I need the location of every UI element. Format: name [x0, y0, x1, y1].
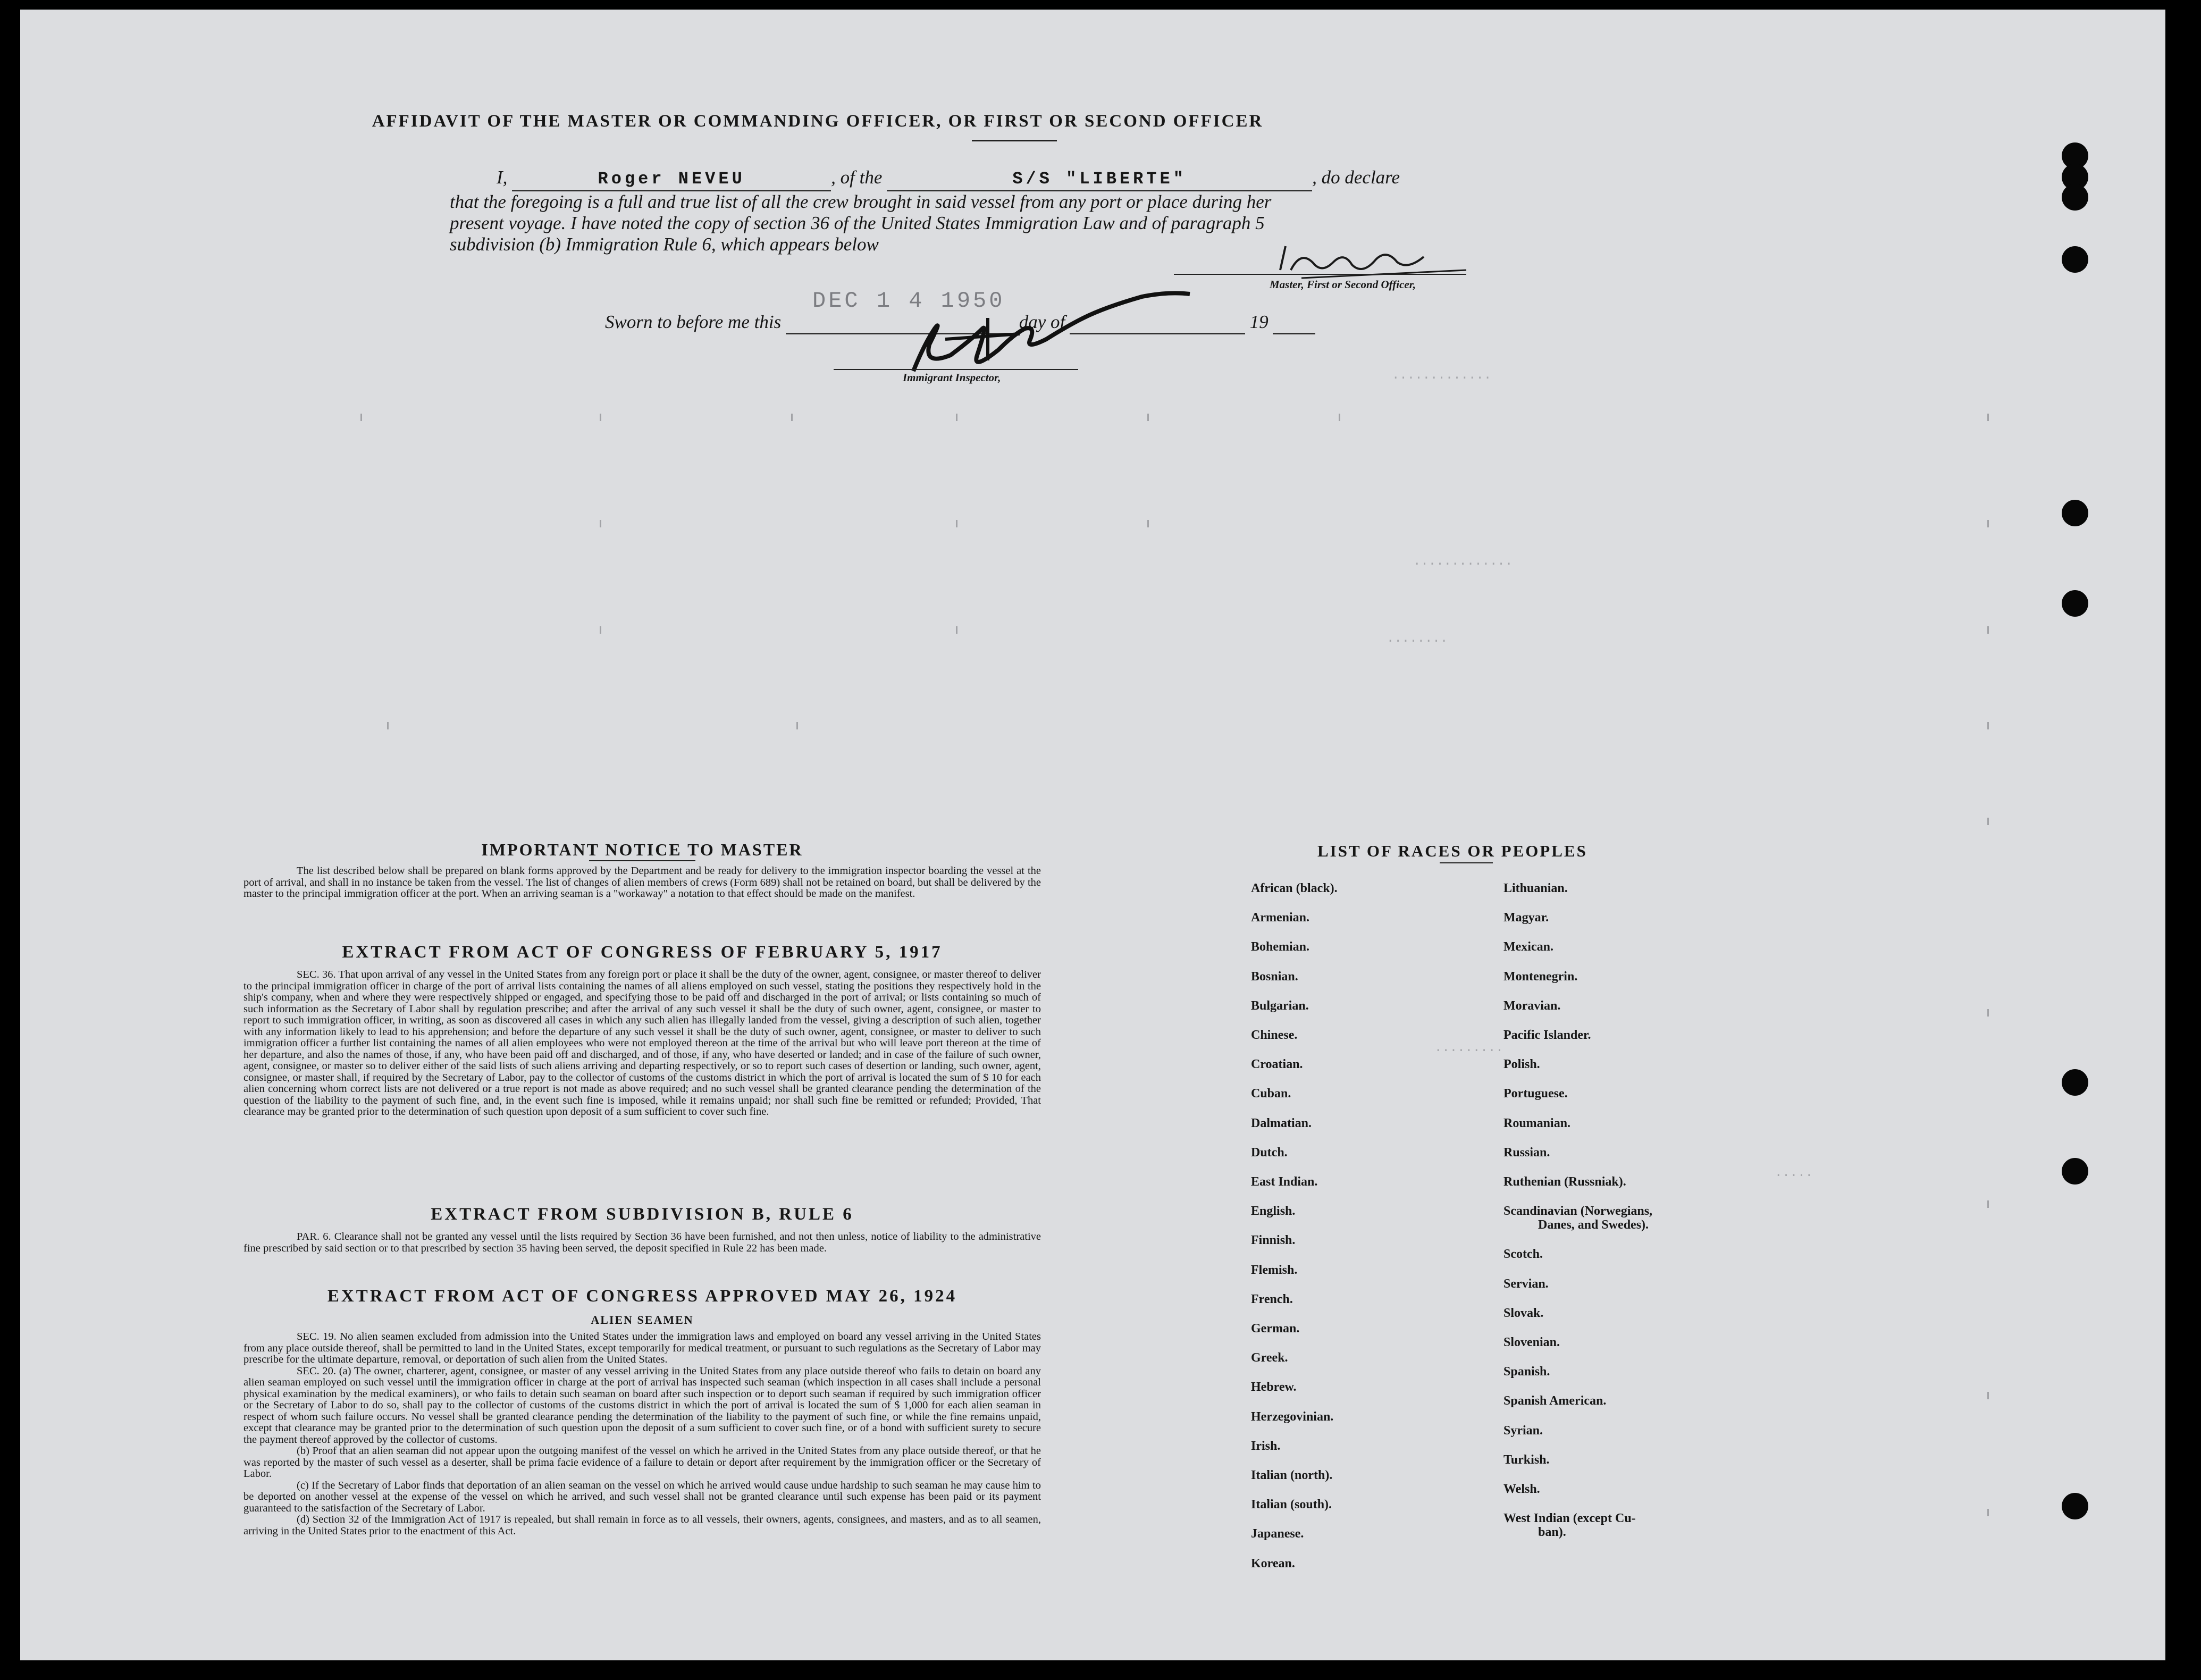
sec-20a: SEC. 20. (a) The owner, charterer, agent, consignee, or master of any vessel arriving in the United States from any place outside thereof who fails to detain on board any alien seaman employed on such vessel until the immigration officer in charge at the port of arrival has inspected such seaman (which inspection in all cases shall include a personal physical examination by the medical examiners), or who fails to detain such seaman on board after such inspection or to deport such seaman if required by such immigration officer or the Secretary of Labor to do so, shall pay to the collector of customs of the customs district in which the port of arrival is located the sum of $ 1,000 for each alien seaman in respect of whom such failure occurs. No vessel shall be granted clearance pending the determination of the liability to the payment of such fine, or while the fine remains unpaid, except that clearance may be granted prior to the determination of such question upon the deposit of a sum sufficient to cover such fine, or of a bond with sufficient surety to secure the payment thereof approved by the collector of customs. [243, 1365, 1041, 1446]
race-item: Armenian. [1251, 911, 1309, 925]
race-item: Syrian. [1503, 1424, 1543, 1438]
race-item: Herzegovinian. [1251, 1410, 1334, 1424]
affidavit-line-4: subdivision (b) Immigration Rule 6, which appears below [450, 234, 879, 255]
race-item: Chinese. [1251, 1028, 1298, 1042]
race-item: Japanese. [1251, 1527, 1304, 1541]
master-signature-line [1174, 274, 1466, 275]
race-item: Cuban. [1251, 1087, 1291, 1101]
notice-title: IMPORTANT NOTICE TO MASTER [481, 840, 803, 859]
punch-hole [2062, 1158, 2088, 1185]
punch-hole [2062, 1069, 2088, 1096]
race-item: Roumanian. [1503, 1116, 1571, 1130]
race-item: Flemish. [1251, 1263, 1298, 1277]
alien-seamen-subtitle: ALIEN SEAMEN [591, 1313, 694, 1326]
rule-6-title: EXTRACT FROM SUBDIVISION B, RULE 6 [431, 1205, 854, 1224]
sworn-line: Sworn to before me this day of 19 [605, 312, 1315, 334]
extract-1924-body [243, 1331, 1041, 1537]
race-item: Spanish American. [1503, 1394, 1607, 1408]
affidavit-title: AFFIDAVIT OF THE MASTER OR COMMANDING OFFICER, OR FIRST OR SECOND OFFICER [372, 112, 1264, 131]
race-item: Croatian. [1251, 1057, 1303, 1071]
race-item: Magyar. [1503, 911, 1549, 925]
race-item: Dalmatian. [1251, 1116, 1312, 1130]
race-item: Polish. [1503, 1057, 1540, 1071]
punch-hole [2062, 184, 2088, 211]
race-item: French. [1251, 1292, 1293, 1306]
inspector-signature-line [834, 369, 1078, 370]
race-item: Ruthenian (Russniak). [1503, 1175, 1626, 1189]
race-item: German. [1251, 1322, 1300, 1335]
race-item: Hebrew. [1251, 1380, 1297, 1394]
race-item: Lithuanian. [1503, 881, 1568, 895]
rule-6-body: PAR. 6. Clearance shall not be granted any vessel until the lists required by Section 36 have been furnished, and not then unless, notice of liability to the administrative fine prescribed by said section or to that prescribed by section 35 having been served, the deposit specified in Rule 22 has been made. [243, 1231, 1041, 1254]
race-item: Scotch. [1503, 1247, 1543, 1261]
race-item: Mexican. [1503, 940, 1553, 954]
race-item: Italian (south). [1251, 1498, 1332, 1511]
race-item: East Indian. [1251, 1175, 1318, 1189]
race-item: Russian. [1503, 1146, 1550, 1160]
race-item: Spanish. [1503, 1365, 1550, 1379]
sec-20b: (b) Proof that an alien seaman did not appear upon the outgoing manifest of the vessel on which he arrived in the United States from any place outside thereof, or that he was reported by the master of such vessel as a deserter, shall be prima facie evidence of a failure to detain or deport after requirement by the immigration officer or the Secretary of Labor. [243, 1445, 1041, 1480]
title-underline [972, 140, 1057, 141]
punch-hole [2062, 246, 2088, 273]
race-item: Slovak. [1503, 1306, 1544, 1320]
extract-1917-body: SEC. 36. That upon arrival of any vessel in the United States from any foreign port or place it shall be the duty of the owner, agent, consignee, or master thereof to deliver to the principal immigration officer in charge of the port of arrival lists containing the names of all aliens employed on such vessel, stating the positions they respectively hold in the ship's company, when and where they were respectively shipped or engaged, and specifying those to be paid off and discharged in the port of arrival; or lists containing so much of such information as the Secretary of Labor shall by regulation prescribe; and after the arrival of any such vessel it shall be the duty of such owner, agent, consignee, or master to report to such immigration officer, in writing, as soon as discovered all cases in which any such alien has illegally landed from the vessel, giving a description of such alien, together with any information likely to lead to his apprehension; and before the departure of any such vessel it shall be the duty of such owner, agent, consignee, or master to deliver to such immigration officer a further list containing the names of all alien employees who were not employed thereon at the time of the arrival but who will leave port thereon at the time of her departure, and also the names of those, if any, who have been paid off and discharged, and of those, if any, who have deserted or landed; and in case of the failure of such owner, agent, consignee, or master so to deliver either of the said lists of such aliens arriving and departing respectively, or so to report such cases of desertion or landing, such owner, agent, consignee, or master shall, if required by the Secretary of Labor, pay to the collector of customs of the customs district in which the port of arrival is located the sum of $ 10 for each alien concerning whom correct lists are not delivered or a true report is not made as above required; and no such vessel shall be granted clearance pending the determination of the question of the liability to the payment of such fine, and, in the event such fine is imposed, while it remains unpaid; nor shall such fine be remitted or refunded; Provided, That clearance may be granted prior to the determination of such question upon deposit of a sum sufficient to cover such fine. [243, 969, 1041, 1118]
notice-body: The list described below shall be prepared on blank forms approved by the Department and be ready for delivery to the immigration inspector boarding the vessel at the port of arrival, and shall in no instance be taken from the vessel. The list of changes of alien members of crews (Form 689) shall not be retained on board, but shall be delivered by the master to the principal immigration officer at the port. When an arriving seaman is a "workaway" a notation to that effect should be made on the manifest. [243, 865, 1041, 900]
sec-20c: (c) If the Secretary of Labor finds that deportation of an alien seaman on the vessel on which he arrived would cause undue hardship to such seaman he may cause him to be deported on another vessel at the expense of the vessel on which he arrived, and such vessel shall not be granted clearance until such expense has been paid or its payment guaranteed to the satisfaction of the Secretary of Labor. [243, 1479, 1041, 1514]
notice-title-underline [589, 860, 695, 861]
race-item: English. [1251, 1204, 1296, 1218]
date-stamp: DEC 1 4 1950 [812, 288, 1005, 314]
race-item: Finnish. [1251, 1233, 1296, 1247]
race-item: Servian. [1503, 1277, 1549, 1291]
race-item: Dutch. [1251, 1146, 1288, 1160]
sec-19: SEC. 19. No alien seamen excluded from admission into the United States under the immigration laws and employed on board any vessel arriving in the United States from any place outside thereof, shall be permitted to land in the United States, except temporarily for medical treatment, or pursuant to such regulations as the Secretary of Labor may prescribe for the ultimate departure, removal, or deportation of such alien from the United States. [243, 1331, 1041, 1365]
race-item: West Indian (except Cu- [1503, 1511, 1636, 1525]
race-item: Slovenian. [1503, 1335, 1560, 1349]
race-item: Welsh. [1503, 1482, 1540, 1496]
race-item: Korean. [1251, 1557, 1295, 1570]
punch-hole [2062, 1493, 2088, 1519]
affidavit-line-3: present voyage. I have noted the copy of section 36 of the United States Immigration Law and of paragraph 5 [450, 213, 1265, 233]
extract-1924-title: EXTRACT FROM ACT OF CONGRESS APPROVED MAY 26, 1924 [327, 1287, 957, 1306]
extract-1917-title: EXTRACT FROM ACT OF CONGRESS OF FEBRUARY 5, 1917 [342, 943, 943, 962]
race-item: Montenegrin. [1503, 970, 1578, 984]
race-item: Turkish. [1503, 1453, 1550, 1467]
race-item: Irish. [1251, 1439, 1281, 1453]
race-item: Portuguese. [1503, 1087, 1568, 1101]
race-item: Moravian. [1503, 999, 1561, 1013]
sec-20d: (d) Section 32 of the Immigration Act of 1917 is repealed, but shall remain in force as to all vessels, their owners, agents, consignees, and masters, and as to all seamen, arriving in the United States prior to the enactment of this Act. [243, 1514, 1041, 1537]
inspector-caption: Immigrant Inspector, [903, 371, 1001, 384]
race-item: Pacific Islander. [1503, 1028, 1591, 1042]
punch-hole [2062, 590, 2088, 617]
punch-hole [2062, 500, 2088, 526]
document-page: ············· ············· ········ ········· ····· AFFIDAVIT OF THE MASTER OR COMMANDING OFFICER, OR FIRST OR SECOND OFFICER I, Roger NEVEU , of the S/S "LIBERTE" , do declare that the foregoing is a full and true list of all the crew brought in said vessel from any port or place during her present voyage. I have noted the copy of section 36 of the United States Immigration Law and of paragraph 5 subdivision (b) Immigration Rule 6, which appears below Master, First or Second Officer, DEC 1 4 1950 Sworn to before me this day of 19 Immigrant Inspector, IMPORTANT NOTICE TO MASTER The list described below shall be prepared on blank forms approved by the Department and be ready for delivery to the immigration inspector boarding the vessel at the port of arrival, and shall in no instance be taken from the vessel. The list of changes of alien members of crews (Form 689) shall not be retained on board, but shall be delivered by the master to the principal immigration officer at the port. When an arriving seaman is a "workaway" a notation to that effect should be made on the manifest. EXTRACT FROM ACT OF CONGRESS OF FEBRUARY 5, 1917 SEC. 36. That upon arrival of any vessel in the United States from any foreign port or place it shall be the duty of the owner, agent, consignee, or master thereof to deliver to the principal immigration officer in charge of the port of arrival lists containing the names of all aliens employed on such vessel, stating the positions they respectively hold in the ship's company, when and where they were respectively shipped or engaged, and specifying those to be paid off and discharged in the port of arrival; or lists containing so much of such information as the Secretary of Labor shall by regulation prescribe; and after the arrival of any such vessel it shall be the duty of such owner, agent, consignee, or master to report to such immigration officer, in writing, as soon as discovered all cases in which any such alien has illegally landed from the vessel, giving a description of such alien, together with any information likely to lead to his apprehension; and before the departure of any such vessel it shall be the duty of such owner, agent, consignee, or master to deliver to such immigration officer a further list containing the names of all alien employees who were not employed thereon at the time of the arrival but who will leave port thereon at the time of her departure, and also the names of those, if any, who have been paid off and discharged, and of those, if any, who have deserted or landed; and in case of the failure of such owner, agent, consignee, or master so to deliver either of the said lists of such aliens arriving and departing respectively, or so to report such cases of desertion or landing, such owner, agent, consignee, or master shall, if required by the Secretary of Labor, pay to the collector of customs of the customs district in which the port of arrival is located the sum of $ 10 for each alien concerning whom correct lists are not delivered or a true report is not made as above required; and no such vessel shall be granted clearance pending the determination of the question of the liability to the payment of such fine, and, in the event such fine is imposed, while it remains unpaid; nor shall such fine be remitted or refunded; Provided, That clearance may be granted prior to the determination of such question upon deposit of a sum sufficient to cover such fine. EXTRACT FROM SUBDIVISION B, RULE 6 PAR. 6. Clearance shall not be granted any vessel until the lists required by Section 36 have been furnished, and not then unless, notice of liability to the administrative fine prescribed by said section or to that prescribed by section 35 having been served, the deposit specified in Rule 22 has been made. EXTRACT FROM ACT OF CONGRESS APPROVED MAY 26, 1924 ALIEN SEAMEN SEC. 19. No alien seamen excluded from admission into the United States under the immigration laws and employed on board any vessel arriving in the United States from any place outside thereof, shall be permitted to land in the United States, except temporarily for medical treatment, or pursuant to such regulations as the Secretary of Labor may prescribe for the ultimate departure, removal, or deportation of such alien from the United States. SEC. 20. (a) The owner, charterer, agent, consignee, or master of any vessel arriving in the United States from any place outside thereof who fails to detain on board any alien seaman employed on such vessel until the immigration officer in charge at the port of arrival has inspected such seaman (which inspection in all cases shall include a personal physical examination by the medical examiners), or who fails to detain such seaman on board after such inspection or to deport such seaman if required by such immigration officer or the Secretary of Labor to do so, shall pay to the collector of customs of the customs district in which the port of arrival is located the sum of $ 1,000 for each alien seaman in respect of whom such failure occurs. No vessel shall be granted clearance pending the determination of the liability to the payment of such fine, or while the fine remains unpaid, except that clearance may be granted prior to the determination of such question upon the deposit of a sum sufficient to cover such fine, or of a bond with sufficient surety to secure the payment thereof approved by the collector of customs. (b) Proof that an alien seaman did not appear upon the outgoing manifest of the vessel on which he arrived in the United States from any place outside thereof, or that he was reported by the master of such vessel as a deserter, shall be prima facie evidence of a failure to detain or deport after requirement by the immigration officer or the Secretary of Labor. (c) If the Secretary of Labor finds that deportation of an alien seaman on the vessel on which he arrived would cause undue hardship to such seaman he may cause him to be deported on another vessel at the expense of the vessel on which he arrived, and such vessel shall not be granted clearance until such expense has been paid or its payment guaranteed to the satisfaction of the Secretary of Labor. (d) Section 32 of the Immigration Act of 1917 is repealed, but shall remain in force as to all vessels, their owners, agents, consignees, and masters, and as to all seamen, arriving in the United States prior to the enactment of this Act. LIST OF RACES OR PEOPLES African (black). Armenian. Bohemian. Bosnian. Bulgarian. Chinese. Croatian. Cuban. Dalmatian. Dutch. East Indian. English. Finnish. Flemish. French. German. Greek. Hebrew. Herzegovinian. Irish. Italian (north). Italian (south). Japanese. Korean. Lithuanian. Magyar. Mexican. Montenegrin. Moravian. Pacific Islander. Polish. Portuguese. Roumanian. Russian. Ruthenian (Russniak). Scandinavian (Norwegians, Danes, and Swedes). Scotch. Servian. Slovak. Slovenian. Spanish. Spanish American. Syrian. Turkish. Welsh. West Indian (except Cu- ban). [20, 10, 2165, 1660]
race-item: Bohemian. [1251, 940, 1310, 954]
race-item: Bosnian. [1251, 970, 1298, 984]
master-name: Roger NEVEU [598, 169, 745, 189]
race-item: Bulgarian. [1251, 999, 1309, 1013]
race-item: Italian (north). [1251, 1468, 1333, 1482]
affidavit-line-2: that the foregoing is a full and true list of all the crew brought in said vessel from any port or place during her [450, 191, 1272, 212]
affidavit-line-1: I, Roger NEVEU , of the S/S "LIBERTE" , do declare [450, 167, 1513, 191]
races-title: LIST OF RACES OR PEOPLES [1317, 842, 1587, 860]
master-caption: Master, First or Second Officer, [1270, 278, 1416, 291]
races-title-underline [1440, 862, 1493, 863]
race-item: Danes, and Swedes). [1538, 1218, 1649, 1232]
race-item: Greek. [1251, 1351, 1288, 1365]
race-item: African (black). [1251, 881, 1338, 895]
race-item: Scandinavian (Norwegians, [1503, 1204, 1653, 1218]
race-item: ban). [1538, 1525, 1566, 1539]
vessel-name: S/S "LIBERTE" [1012, 169, 1187, 189]
